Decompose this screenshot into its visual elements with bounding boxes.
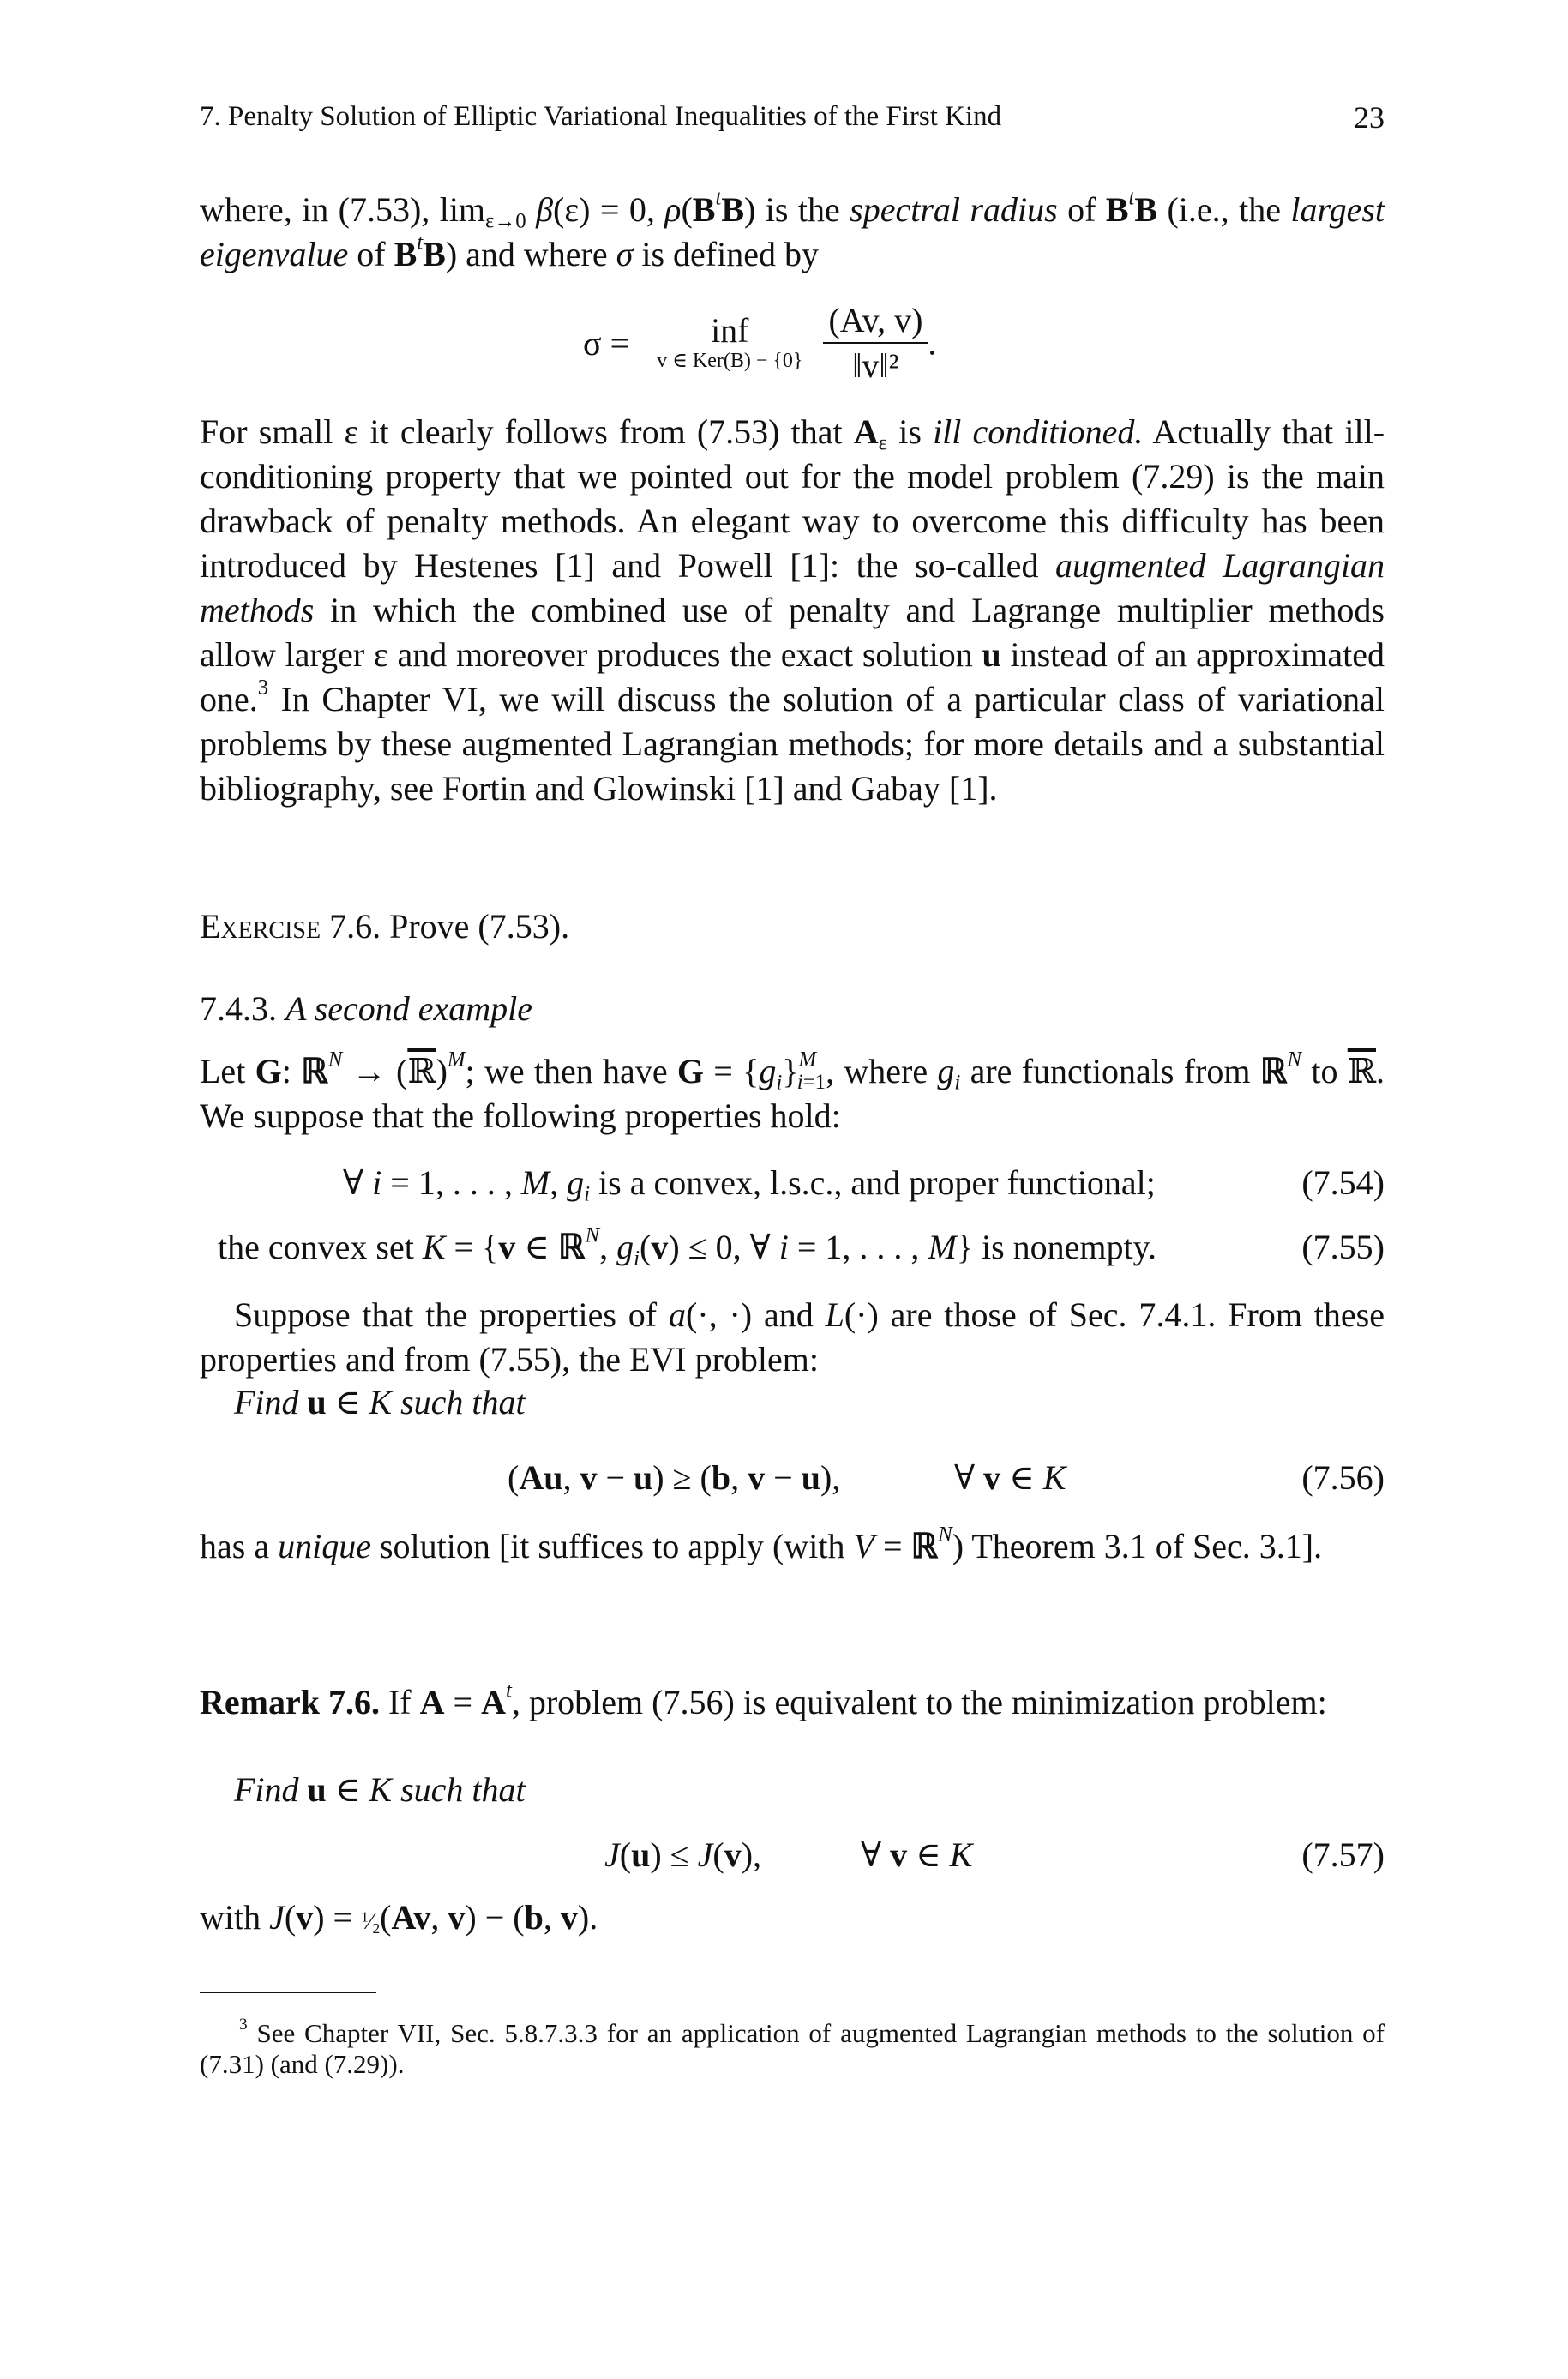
find-statement-1: Find u ∈ K such that <box>234 1383 526 1421</box>
inf-subscript: v ∈ Ker(B) − {0} <box>657 350 803 372</box>
equation-7-54: ∀ i = 1, . . . , M, $g_i$ is a convex, l.s.c., and proper functional; <box>343 1163 1156 1206</box>
sigma-lhs: σ = <box>583 323 630 363</box>
footnote-rule <box>200 1992 376 1993</box>
ill-conditioning-paragraph: For small ε it clearly follows from (7.53) that $A_\varepsilon$ is ill conditioned. Actually that ill-conditioning property that we pointed out for the model problem (7.29) is the main drawback of penalty methods. An elegant way to overcome this difficulty has been introduced by Hestenes [1] and Powell [1]: the so-called augmented Lagrangian methods in which the combined use of penalty and Lagrange multiplier methods allow larger ε and moreover produces the exact solution u instead of an approximated one.$^3$ In Chapter VI, we will discuss the solution of a particular class of variational problems by these augmented Lagrangian methods; for more details and a substantial bibliography, see Fortin and Glowinski [1] and Gabay [1]. <box>200 412 1385 808</box>
sigma-denominator: ‖v‖² <box>852 346 899 385</box>
running-title: 7. Penalty Solution of Elliptic Variational Inequalities of the First Kind <box>200 101 1002 132</box>
remark-7-6: Remark 7.6. If $A = A^t$, problem (7.56) is equivalent to the minimization problem: <box>200 1679 1327 1721</box>
footnote: $^3$ See Chapter VII, Sec. 5.8.7.3.3 for an application of augmented Lagrangian methods to the solution of (7.31) (and (7.29)). <box>200 2016 1385 2079</box>
let-g-paragraph: Let G: ℝ$^N$ → (ℝ)$^M$; we then have $G = \{g_i\}^M_{i=1}$, where $g_i$ are functionals from ℝ$^N$ to ℝ. We suppose that the following properties hold: <box>200 1048 1385 1135</box>
label-7-56: (7.56) <box>1301 1458 1385 1497</box>
unique-solution-paragraph: has a unique solution [it suffices to apply (with V = ℝ$^N$) Theorem 3.1 of Sec. 3.1]. <box>200 1523 1323 1565</box>
label-7-57: (7.57) <box>1301 1835 1385 1874</box>
suppose-paragraph: Suppose that the properties of a(·, ·) and L(·) are those of Sec. 7.4.1. From these properties and from (7.55), the EVI problem: <box>200 1295 1385 1379</box>
section-heading: 7.4.3. A second example <box>200 989 533 1028</box>
equation-7-57: J(u) ≤ J(v), <box>604 1835 762 1874</box>
page-number: 23 <box>1354 100 1385 135</box>
label-7-54: (7.54) <box>1301 1163 1385 1202</box>
sigma-fraction <box>823 300 928 386</box>
inf-operator: inf <box>711 311 749 350</box>
footnote-marker: 3 <box>239 2016 248 2034</box>
sigma-numerator: (Av, v) <box>823 300 928 344</box>
footnote-ref: 3 <box>257 676 269 700</box>
spectral-radius-paragraph: where, in (7.53), $\lim_{\varepsilon\to 0} \beta(\varepsilon) = 0$, $\rho(B^tB)$ is the spectral radius of $B^tB$ (i.e., the largest eigenvalue of $B^tB$) and where σ is defined by <box>200 186 1385 273</box>
find-statement-2: Find u ∈ K such that <box>234 1770 526 1809</box>
equation-7-55: the convex set K = {v ∈ ℝ$^N$, $g_i(v) \le 0$, ∀ i = 1, . . . , M} is nonempty. <box>218 1223 1157 1271</box>
equation-7-56: (Au, v − u) ≥ (b, v − u), <box>508 1458 841 1497</box>
equation-7-57-quantifier: ∀ v ∈ K <box>861 1835 973 1874</box>
j-definition: with $J(v) = ^1⁄_2(Av$, v) − (b, v). <box>200 1898 598 1937</box>
label-7-55: (7.55) <box>1301 1228 1385 1266</box>
exercise-7-6: Exercise 7.6. Prove (7.53). <box>200 907 570 946</box>
equation-7-56-quantifier: ∀ v ∈ K <box>954 1458 1066 1497</box>
sigma-definition: σ = inf v ∈ Ker(B) − {0} $\frac{(Av, v)}{\text{‖v‖²}}$ . <box>583 301 937 385</box>
